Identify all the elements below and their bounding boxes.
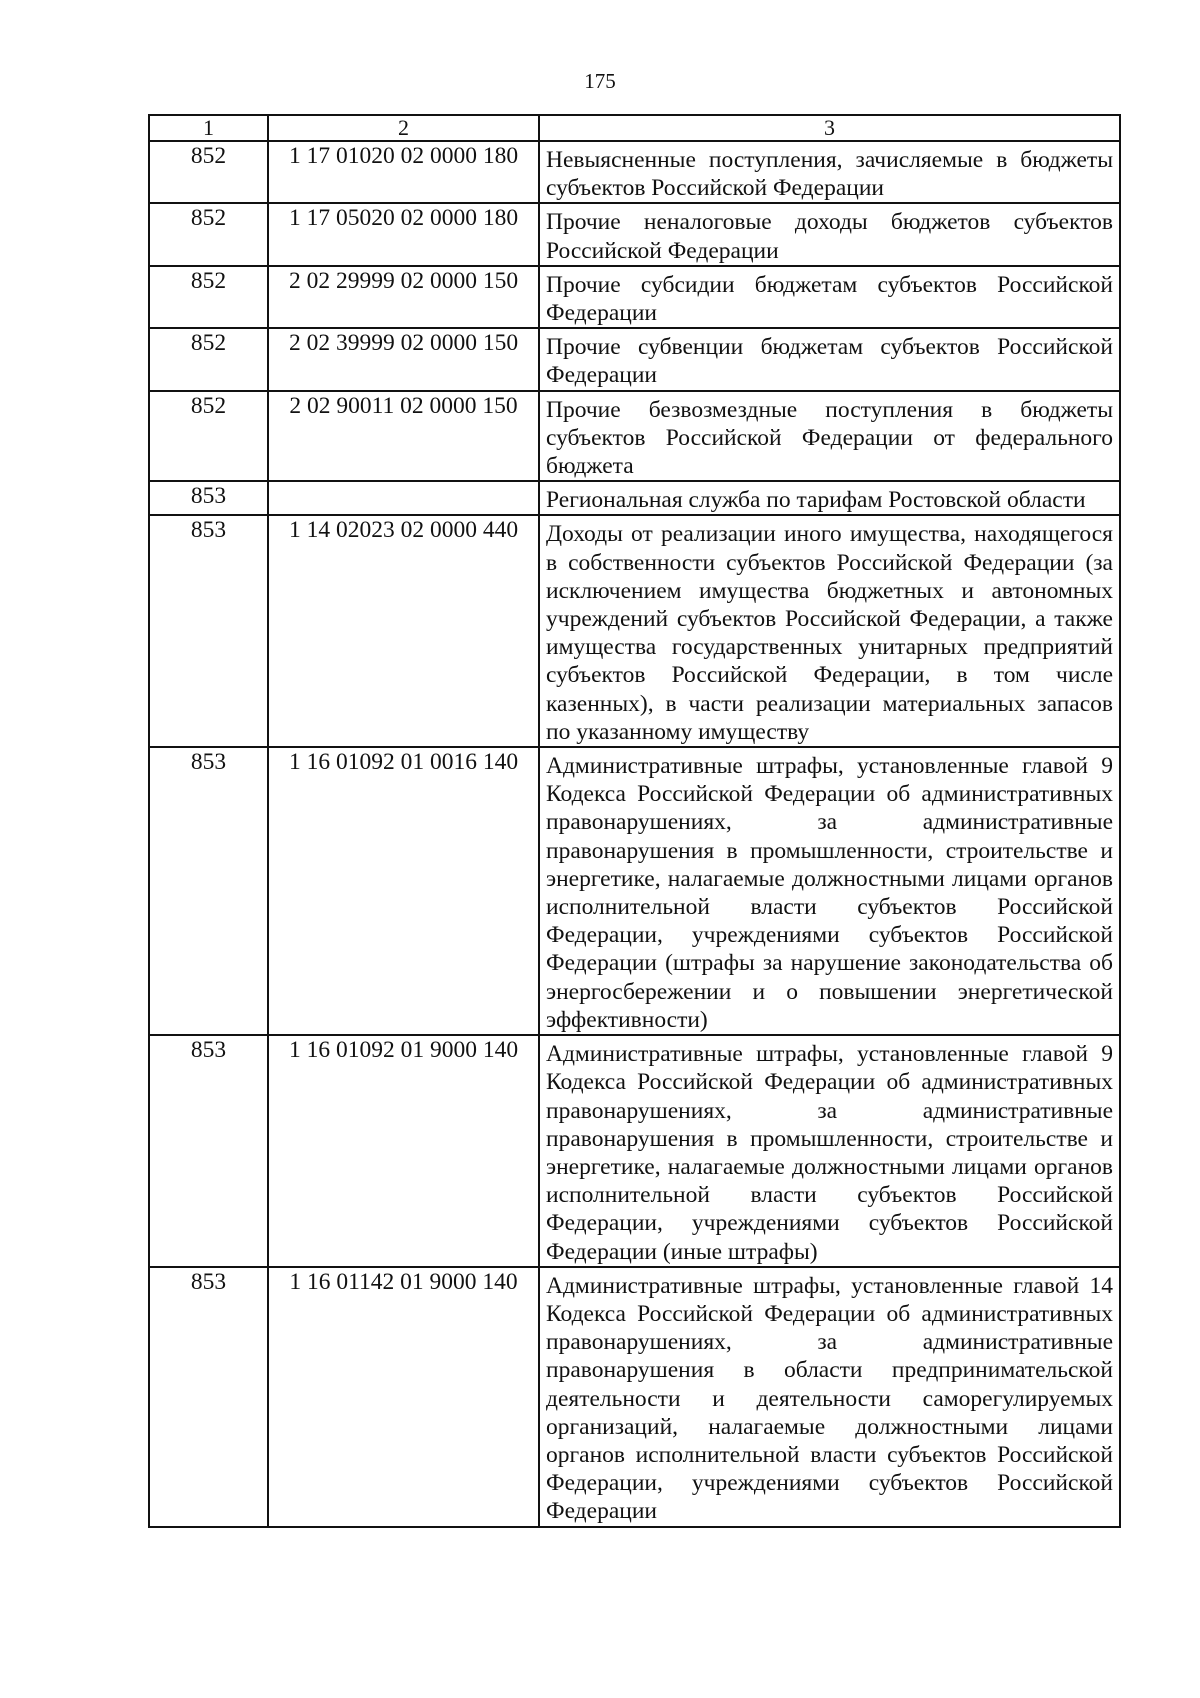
table-row xyxy=(149,391,1120,482)
revenue-name-cell: Административные штрафы, установленные главой 9 Кодекса Российской Федерации об административных правонарушениях, за административные правонарушения в промышленности, строительстве и энергетике, налагаемые должностными лицами органов исполнительной власти субъектов Российской Федерации, учреждениями субъектов Российской Федерации (иные штрафы) xyxy=(539,1035,1120,1267)
table-row xyxy=(149,203,1120,265)
revenue-name-cell: Административные штрафы, установленные главой 9 Кодекса Российской Федерации об административных правонарушениях, за административные правонарушения в промышленности, строительстве и энергетике, налагаемые должностными лицами органов исполнительной власти субъектов Российской Федерации, учреждениями субъектов Российской Федерации (штрафы за нарушение законодательства об энергосбережении и о повышении энергетической эффективности) xyxy=(539,747,1120,1035)
admin-code-cell: 853 xyxy=(149,481,268,515)
admin-code-cell: 852 xyxy=(149,266,268,328)
revenue-name-cell: Доходы от реализации иного имущества, находящегося в собственности субъектов Российской Федерации (за исключением имущества бюджетных и автономных учреждений субъектов Российской Федерации, а также имущества государственных унитарных предприятий субъектов Российской Федерации, в том числе казенных), в части реализации материальных запасов по указанному имуществу xyxy=(539,515,1120,747)
admin-code-cell: 853 xyxy=(149,515,268,747)
table-row xyxy=(149,747,1120,1035)
table-row xyxy=(149,515,1120,747)
revenue-codes-table xyxy=(148,114,1121,1528)
header-col-1: 1 xyxy=(149,115,268,141)
admin-code-cell: 853 xyxy=(149,1035,268,1267)
revenue-code-cell xyxy=(268,481,539,515)
revenue-name-cell: Административные штрафы, установленные главой 14 Кодекса Российской Федерации об административных правонарушениях, за административные правонарушения в области предпринимательской деятельности и деятельности саморегулируемых организаций, налагаемые должностными лицами органов исполнительной власти субъектов Российской Федерации, учреждениями субъектов Российской Федерации xyxy=(539,1267,1120,1527)
revenue-code-cell: 1 16 01092 01 9000 140 xyxy=(268,1035,539,1267)
revenue-name-cell: Невыясненные поступления, зачисляемые в бюджеты субъектов Российской Федерации xyxy=(539,141,1120,203)
revenue-code-cell: 2 02 39999 02 0000 150 xyxy=(268,328,539,390)
revenue-name-cell: Прочие субвенции бюджетам субъектов Российской Федерации xyxy=(539,328,1120,390)
revenue-code-cell: 2 02 29999 02 0000 150 xyxy=(268,266,539,328)
revenue-name-cell: Прочие безвозмездные поступления в бюджеты субъектов Российской Федерации от федерального бюджета xyxy=(539,391,1120,482)
table-row xyxy=(149,141,1120,203)
revenue-code-cell: 2 02 90011 02 0000 150 xyxy=(268,391,539,482)
admin-code-cell: 852 xyxy=(149,203,268,265)
admin-code-cell: 852 xyxy=(149,391,268,482)
table-row xyxy=(149,328,1120,390)
revenue-code-cell: 1 14 02023 02 0000 440 xyxy=(268,515,539,747)
revenue-name-cell: Прочие неналоговые доходы бюджетов субъектов Российской Федерации xyxy=(539,203,1120,265)
header-col-3: 3 xyxy=(539,115,1120,141)
revenue-name-cell: Региональная служба по тарифам Ростовской области xyxy=(539,481,1120,515)
table-row xyxy=(149,1035,1120,1267)
table-row xyxy=(149,481,1120,515)
header-col-2: 2 xyxy=(268,115,539,141)
revenue-code-cell: 1 16 01092 01 0016 140 xyxy=(268,747,539,1035)
admin-code-cell: 852 xyxy=(149,141,268,203)
admin-code-cell: 853 xyxy=(149,1267,268,1527)
page-number: 175 xyxy=(584,69,616,93)
revenue-code-cell: 1 16 01142 01 9000 140 xyxy=(268,1267,539,1527)
table-row xyxy=(149,1267,1120,1527)
admin-code-cell: 853 xyxy=(149,747,268,1035)
table-row xyxy=(149,266,1120,328)
revenue-name-cell: Прочие субсидии бюджетам субъектов Российской Федерации xyxy=(539,266,1120,328)
admin-code-cell: 852 xyxy=(149,328,268,390)
revenue-code-cell: 1 17 05020 02 0000 180 xyxy=(268,203,539,265)
revenue-code-cell: 1 17 01020 02 0000 180 xyxy=(268,141,539,203)
table-header-row xyxy=(149,115,1120,141)
